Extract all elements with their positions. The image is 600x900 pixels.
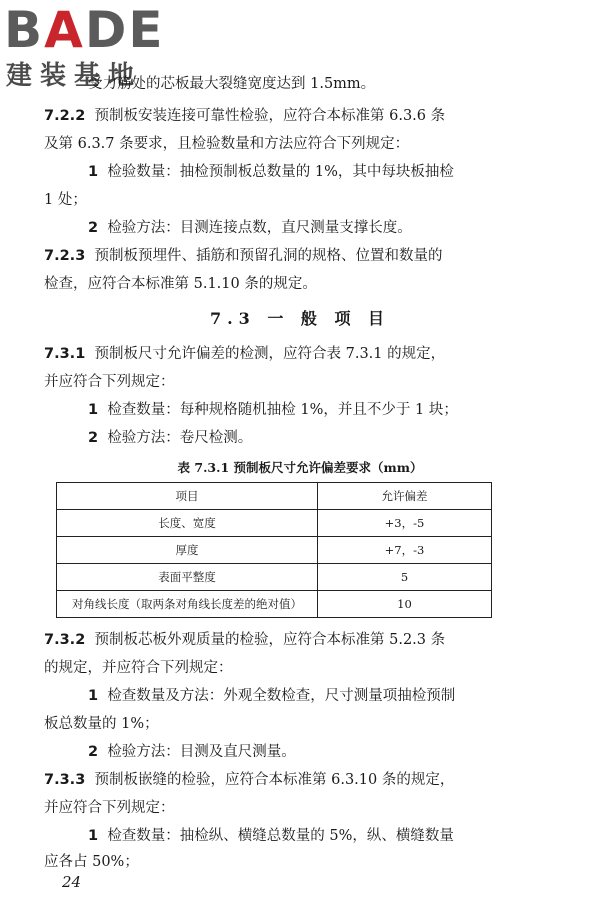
clause-7-3-3 <box>44 770 564 790</box>
clause-number: 7.3.2 <box>44 632 86 648</box>
table-header-cell: 项目 <box>57 483 318 510</box>
item-number: 1 <box>88 828 99 844</box>
list-item <box>88 686 600 706</box>
clause-7-3-1 <box>44 344 564 364</box>
item-number: 2 <box>88 744 99 760</box>
logo-wordmark: BADE <box>4 1 165 59</box>
clause-text: 预制板预埋件、插筋和预留孔洞的规格、位置和数量的 <box>94 248 443 264</box>
table-header-cell: 允许偏差 <box>318 483 492 510</box>
clause-text: 预制板嵌缝的检验，应符合本标准第 6.3.10 条的规定， <box>94 772 455 788</box>
table-row <box>57 537 492 564</box>
clause-text-line: 的规定，并应符合下列规定： <box>44 660 233 676</box>
item-number: 2 <box>88 430 99 446</box>
clause-text: 预制板芯板外观质量的检验，应符合本标准第 5.2.3 条 <box>94 632 446 648</box>
clause-text: 预制板尺寸允许偏差的检测，应符合表 7.3.1 的规定， <box>94 346 446 362</box>
tolerance-table <box>56 482 492 618</box>
clause-text-line: 并应符合下列规定： <box>44 374 175 390</box>
table-cell: 表面平整度 <box>57 564 318 591</box>
list-item <box>88 218 600 238</box>
logo-subtitle: 建装基地 <box>6 61 143 91</box>
table-cell: 长度、宽度 <box>57 510 318 537</box>
table-header-row <box>57 483 492 510</box>
clause-number: 7.3.1 <box>44 346 86 362</box>
clause-7-2-3 <box>44 246 564 266</box>
clause-7-2-2 <box>44 106 564 126</box>
item-number: 1 <box>88 402 99 418</box>
table-row <box>57 510 492 537</box>
table-cell: 对角线长度（取两条对角线长度差的绝对值） <box>57 591 318 618</box>
item-number: 1 <box>88 688 99 704</box>
list-item <box>88 742 600 762</box>
clause-text-line: 并应符合下列规定： <box>44 800 175 816</box>
item-number: 1 <box>88 164 99 180</box>
clause-number: 7.3.3 <box>44 772 86 788</box>
table-cell: 厚度 <box>57 537 318 564</box>
clause-number: 7.2.2 <box>44 108 86 124</box>
item-text: 检验方法：目测及直尺测量。 <box>107 744 296 760</box>
list-item <box>88 428 600 448</box>
item-text: 检验方法：卷尺检测。 <box>107 430 253 446</box>
table-caption: 表 7.3.1 预制板尺寸允许偏差要求（mm） <box>177 460 423 475</box>
list-item <box>88 162 600 182</box>
page-number: 24 <box>62 873 82 891</box>
item-text-line: 板总数量的 1%； <box>44 716 159 732</box>
table-row <box>57 591 492 618</box>
section-title: 7.3 一 般 项 目 <box>209 309 391 328</box>
list-item <box>88 400 600 420</box>
clause-7-3-2 <box>44 630 564 650</box>
table-cell: 5 <box>318 564 492 591</box>
item-text: 检验数量：抽检预制板总数量的 1%，其中每块板抽检 <box>107 164 454 180</box>
clause-text-line: 检查，应符合本标准第 5.1.10 条的规定。 <box>44 276 317 292</box>
table-cell: 10 <box>318 591 492 618</box>
table-cell: +7，-3 <box>318 537 492 564</box>
clause-number: 7.2.3 <box>44 248 86 264</box>
table-row <box>57 564 492 591</box>
item-text-line: 应各占 50%； <box>44 854 139 870</box>
text-line-continuation: 受力筋处的芯板最大裂缝宽度达到 1.5mm。 <box>88 76 376 92</box>
item-text-line: 1 处； <box>44 192 87 208</box>
table-cell: +3，-5 <box>318 510 492 537</box>
item-number: 2 <box>88 220 99 236</box>
list-item <box>88 826 600 846</box>
item-text: 检查数量：抽检纵、横缝总数量的 5%，纵、横缝数量 <box>107 828 454 844</box>
item-text: 检查数量：每种规格随机抽检 1%，并且不少于 1 块； <box>107 402 458 418</box>
item-text: 检验方法：目测连接点数，直尺测量支撑长度。 <box>107 220 412 236</box>
clause-text-line: 及第 6.3.7 条要求，且检验数量和方法应符合下列规定： <box>44 136 410 152</box>
item-text: 检查数量及方法：外观全数检查，尺寸测量项抽检预制 <box>107 688 456 704</box>
clause-text: 预制板安装连接可靠性检验，应符合本标准第 6.3.6 条 <box>94 108 446 124</box>
